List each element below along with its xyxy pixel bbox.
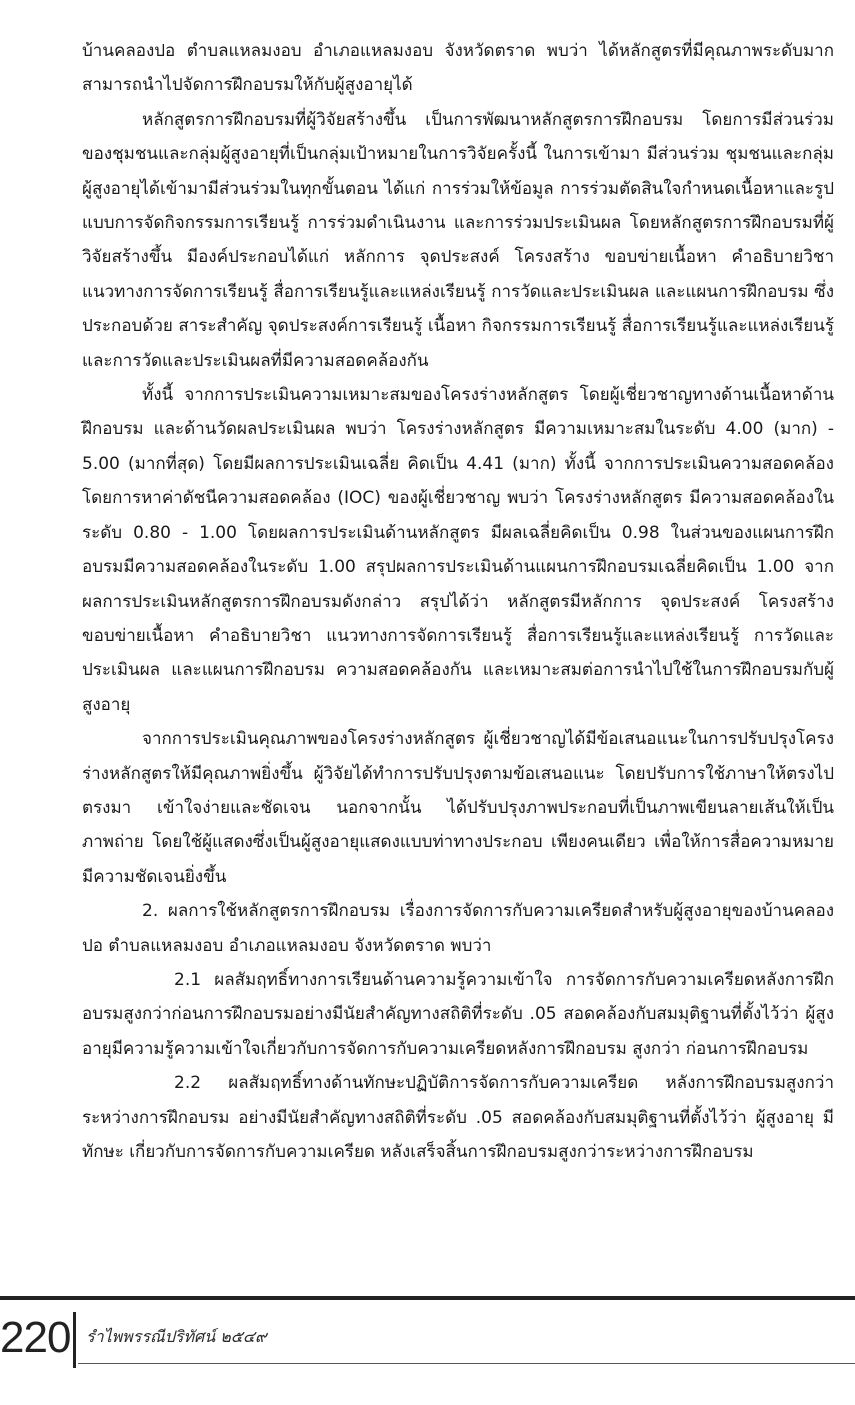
section-heading-results: 2. ผลการใช้หลักสูตรการฝึกอบรม เรื่องการจัดการกับความเครียดสำหรับผู้สูงอายุของบ้านคลองปอ ตำบลแหลมงอบ อำเภอแหลมงอบ จังหวัดตราด พบว่า	[82, 901, 834, 956]
paragraph-expert-suggestions: จากการประเมินคุณภาพของโครงร่างหลักสูตร ผู้เชี่ยวชาญได้มีข้อเสนอแนะในการปรับปรุงโครงร่างหลักสูตรให้มีคุณภาพยิ่งขึ้น ผู้วิจัยได้ทำการปรับปรุงตามข้อเสนอแนะ โดยปรับการใช้ภาษาให้ตรงไปตรงมา เข้าใจง่ายและชัดเจน นอกจากนั้น ได้ปรับปรุงภาพประกอบที่เป็นภาพเขียนลายเส้นให้เป็นภาพถ่าย โดยใช้ผู้แสดงซึ่งเป็นผู้สูงอายุแสดงแบบท่าทางประกอบ เพียงคนเดียว เพื่อให้การสื่อความหมายมีความชัดเจนยิ่งขึ้น	[82, 729, 834, 887]
paragraph-continuation: บ้านคลองปอ ตำบลแหลมงอบ อำเภอแหลมงอบ จังหวัดตราด พบว่า ได้หลักสูตรที่มีคุณภาพระดับมาก สามารถนำไปจัดการฝึกอบรมให้กับผู้สูงอายุได้	[82, 41, 834, 96]
footer-rule	[0, 1296, 855, 1300]
footer-divider	[73, 1312, 76, 1368]
page-number: 220	[0, 1313, 71, 1362]
paragraph-curriculum-development: หลักสูตรการฝึกอบรมที่ผู้วิจัยสร้างขึ้น เป็นการพัฒนาหลักสูตรการฝึกอบรม โดยการมีส่วนร่วมของชุมชนและกลุ่มผู้สูงอายุที่เป็นกลุ่มเป้าหมายในการวิจัยครั้งนี้ ในการเข้ามา มีส่วนร่วม ชุมชนและกลุ่มผู้สูงอายุได้เข้ามามีส่วนร่วมในทุกขั้นตอน ได้แก่ การร่วมให้ข้อมูล การร่วมตัดสินใจกำหนดเนื้อหาและรูปแบบการจัดกิจกรรมการเรียนรู้ การร่วมดำเนินงาน และการร่วมประเมินผล โดยหลักสูตรการฝึกอบรมที่ผู้วิจัยสร้างขึ้น มีองค์ประกอบได้แก่ หลักการ จุดประสงค์ โครงสร้าง ขอบข่ายเนื้อหา คำอธิบายวิชา แนวทางการจัดการเรียนรู้ สื่อการเรียนรู้และแหล่งเรียนรู้ การวัดและประเมินผล และแผนการฝึกอบรม ซึ่งประกอบด้วย สาระสำคัญ จุดประสงค์การเรียนรู้ เนื้อหา กิจกรรมการเรียนรู้ สื่อการเรียนรู้และแหล่งเรียนรู้ และการวัดและประเมินผลที่มีความสอดคล้องกัน	[82, 109, 834, 371]
footer-line	[78, 1363, 855, 1364]
paragraph-result-2-2: 2.2 ผลสัมฤทธิ์ทางด้านทักษะปฏิบัติการจัดการกับความเครียด หลังการฝึกอบรมสูงกว่าระหว่างการฝึกอบรม อย่างมีนัยสำคัญทางสถิติที่ระดับ .05 สอดคล้องกับสมมุติฐานที่ตั้งไว้ว่า ผู้สูงอายุ มีทักษะ เกี่ยวกับการจัดการกับความเครียด หลังเสร็จสิ้นการฝึกอบรมสูงกว่าระหว่างการฝึกอบรม	[82, 1073, 834, 1162]
journal-title: รำไพพรรณีปริทัศน์ ๒๕๔๙	[86, 1327, 267, 1346]
paragraph-evaluation-results: ทั้งนี้ จากการประเมินความเหมาะสมของโครงร่างหลักสูตร โดยผู้เชี่ยวชาญทางด้านเนื้อหาด้านฝึกอบรม และด้านวัดผลประเมินผล พบว่า โครงร่างหลักสูตร มีความเหมาะสมในระดับ 4.00 (มาก) - 5.00 (มากที่สุด) โดยมีผลการประเมินเฉลี่ย คิดเป็น 4.41 (มาก) ทั้งนี้ จากการประเมินความสอดคล้องโดยการหาค่าดัชนีความสอดคล้อง (IOC) ของผู้เชี่ยวชาญ พบว่า โครงร่างหลักสูตร มีความสอดคล้องในระดับ 0.80 - 1.00 โดยผลการประเมินด้านหลักสูตร มีผลเฉลี่ยคิดเป็น 0.98 ในส่วนของแผนการฝึกอบรมมีความสอดคล้องในระดับ 1.00 สรุปผลการประเมินด้านแผนการฝึกอบรมเฉลี่ยคิดเป็น 1.00 จากผลการประเมินหลักสูตรการฝึกอบรมดังกล่าว สรุปได้ว่า หลักสูตรมีหลักการ จุดประสงค์ โครงสร้าง ขอบข่ายเนื้อหา คำอธิบายวิชา แนวทางการจัดการเรียนรู้ สื่อการเรียนรู้และแหล่งเรียนรู้ การวัดและประเมินผล และแผนการฝึกอบรม ความสอดคล้องกัน และเหมาะสมต่อการนำไปใช้ในการฝึกอบรมกับผู้สูงอายุ	[82, 385, 834, 715]
paragraph-result-2-1: 2.1 ผลสัมฤทธิ์ทางการเรียนด้านความรู้ความเข้าใจ การจัดการกับความเครียดหลังการฝึกอบรมสูงกว่าก่อนการฝึกอบรมอย่างมีนัยสำคัญทางสถิติที่ระดับ .05 สอดคล้องกับสมมุติฐานที่ตั้งไว้ว่า ผู้สูงอายุมีความรู้ความเข้าใจเกี่ยวกับการจัดการกับความเครียดหลังการฝึกอบรม สูงกว่า ก่อนการฝึกอบรม	[82, 969, 834, 1059]
body-text	[82, 34, 834, 1169]
